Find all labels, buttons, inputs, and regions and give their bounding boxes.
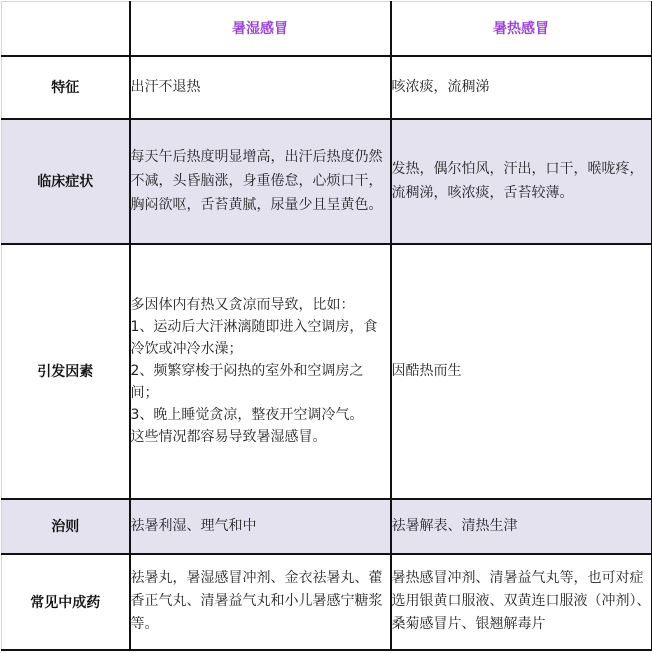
table-row-medicines <box>2 554 652 650</box>
column-header-shure: 暑热感冒 <box>391 2 652 56</box>
cause-line: 这些情况都容易导致暑湿感冒。 <box>130 429 327 445</box>
table-row-features <box>2 56 652 119</box>
cell-shumi: 祛暑丸，暑湿感冒冲剂、金衣祛暑丸、藿香正气丸、清暑益气丸和小儿暑感宁糖浆等。 <box>130 554 391 650</box>
row-label: 特征 <box>2 56 130 119</box>
cell-shure: 因酷热而生 <box>391 244 652 499</box>
row-label: 临床症状 <box>2 119 130 244</box>
row-label: 治则 <box>2 499 130 554</box>
table-row-treatment <box>2 499 652 554</box>
cell-shure: 暑热感冒冲剂、清暑益气丸等，也可对症选用银黄口服液、双黄连口服液（冲剂）、桑菊感冒片、银翘解毒片 <box>391 554 652 650</box>
cell-shumi: 出汗不退热 <box>130 56 391 119</box>
column-header-shumi: 暑湿感冒 <box>130 2 391 56</box>
corner-cell <box>2 2 130 56</box>
table-row-symptoms <box>2 119 652 244</box>
row-label: 引发因素 <box>2 244 130 499</box>
cell-shumi <box>130 244 391 499</box>
cause-line: 1、运动后大汗淋漓随即进入空调房，食冷饮或冲冷水澡； <box>130 319 378 357</box>
cell-shure: 咳浓痰，流稠涕 <box>391 56 652 119</box>
cell-shure: 发热，偶尔怕风，汗出，口干，喉咙疼，流稠涕，咳浓痰，舌苔较薄。 <box>391 119 652 244</box>
cause-line: 多因体内有热又贪凉而导致，比如： <box>130 297 355 313</box>
cause-line: 2、频繁穿梭于闷热的室外和空调房之间； <box>130 363 364 401</box>
cell-shure: 祛暑解表、清热生津 <box>391 499 652 554</box>
cause-line: 3、晚上睡觉贪凉，整夜开空调冷气。 <box>130 407 364 423</box>
comparison-table <box>1 1 652 651</box>
row-label: 常见中成药 <box>2 554 130 650</box>
table-row-causes <box>2 244 652 499</box>
cell-shumi: 祛暑利湿、理气和中 <box>130 499 391 554</box>
cell-shumi: 每天午后热度明显增高，出汗后热度仍然不减，头昏脑涨，身重倦怠，心烦口干，胸闷欲呕，舌苔黄腻，尿量少且呈黄色。 <box>130 119 391 244</box>
header-row <box>2 2 652 56</box>
